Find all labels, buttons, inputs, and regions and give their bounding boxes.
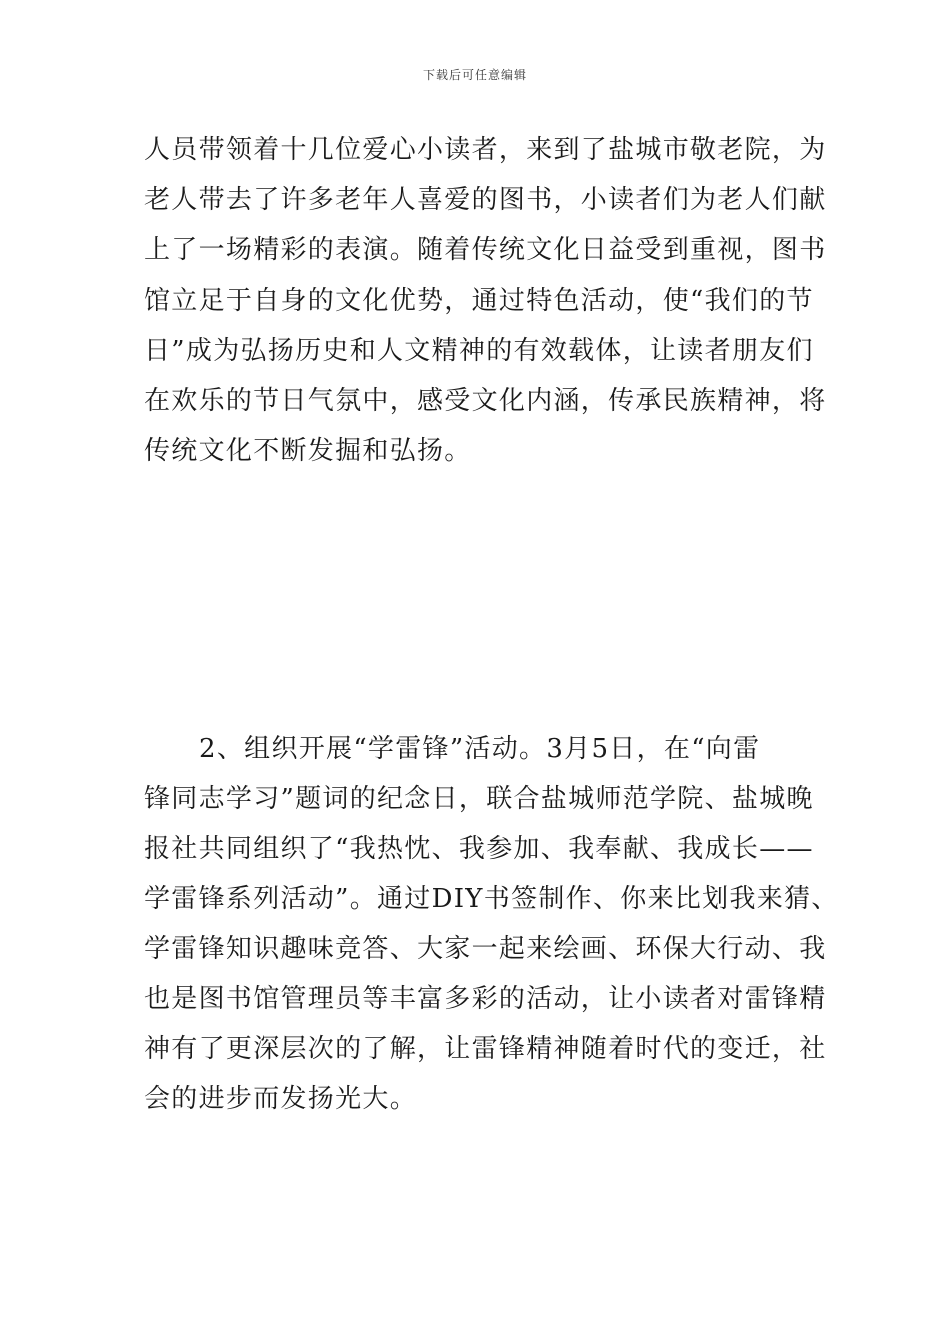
paragraph-line: 学雷锋知识趣味竞答、大家一起来绘画、环保大行动、我 (144, 934, 827, 964)
paragraph-line: 老人带去了许多老年人喜爱的图书，小读者们为老人们献 (144, 185, 827, 215)
paragraph-line: 锋同志学习”题词的纪念日，联合盐城师范学院、盐城晚 (144, 784, 814, 814)
paragraph-line: 也是图书馆管理员等丰富多彩的活动，让小读者对雷锋精 (144, 984, 827, 1014)
paragraph-line: 在欢乐的节日气氛中，感受文化内涵，传承民族精神，将 (144, 386, 827, 416)
paragraph-line: 馆立足于自身的文化优势，通过特色活动，使“我们的节 (144, 286, 814, 316)
paragraph-line: 人员带领着十几位爱心小读者，来到了盐城市敬老院，为 (144, 135, 827, 165)
paragraph-line: 报社共同组织了“我热忱、我参加、我奉献、我成长—— (144, 834, 814, 864)
paragraph-line: 2、组织开展“学雷锋”活动。3月5日，在“向雷 (199, 734, 761, 764)
paragraph-line: 日”成为弘扬历史和人文精神的有效载体，让读者朋友们 (144, 336, 814, 366)
paragraph-line: 会的进步而发扬光大。 (144, 1084, 418, 1114)
page-header: 下载后可任意编辑 (422, 68, 527, 82)
paragraph-line: 学雷锋系列活动”。通过DIY书签制作、你来比划我来猜、 (144, 884, 839, 914)
paragraph-line: 上了一场精彩的表演。随着传统文化日益受到重视，图书 (144, 235, 827, 265)
paragraph-line: 传统文化不断发掘和弘扬。 (144, 436, 472, 466)
paragraph-line: 神有了更深层次的了解，让雷锋精神随着时代的变迁，社 (144, 1034, 827, 1064)
